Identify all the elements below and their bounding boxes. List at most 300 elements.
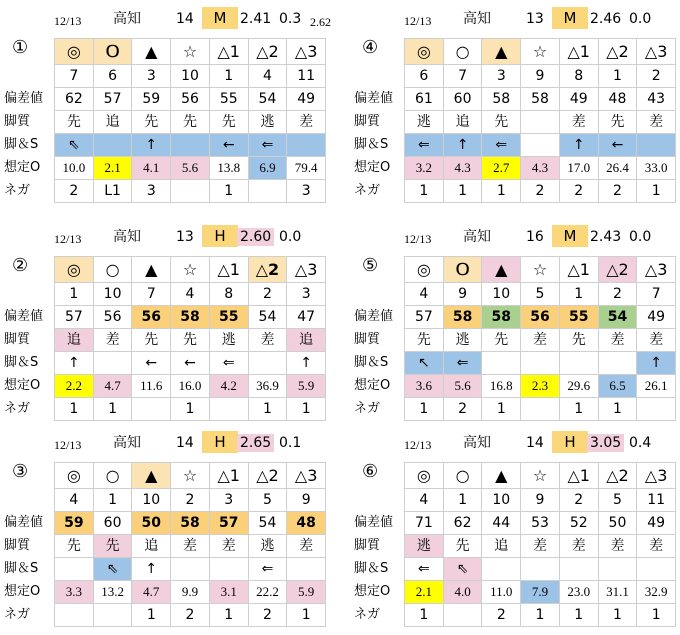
- index-value-3: 2.62: [310, 15, 331, 29]
- position-arrow: [287, 558, 326, 581]
- running-style: 先: [210, 111, 249, 134]
- expected-odds: 31.1: [599, 581, 638, 604]
- prediction-mark: ◎: [405, 257, 444, 283]
- expected-odds-label: 想定O: [354, 584, 391, 599]
- index-value-1: 2.43: [590, 229, 622, 245]
- running-style: 差: [637, 535, 676, 558]
- grid-row: [55, 180, 326, 203]
- running-style-label: 脚質: [4, 114, 31, 129]
- deviation-label: 偏差値: [354, 91, 394, 106]
- position-arrow: [171, 134, 210, 157]
- horse-number: 6: [405, 65, 444, 88]
- prediction-mark: ▲: [482, 463, 521, 489]
- negative-value: 1: [560, 604, 599, 627]
- running-style: 逃: [444, 329, 483, 352]
- grid-row: [55, 398, 326, 421]
- negative-label: ネガ: [354, 607, 381, 622]
- grid-row: [55, 257, 326, 283]
- negative-value: L1: [94, 180, 133, 203]
- running-style: 差: [94, 329, 133, 352]
- prediction-mark: △3: [287, 39, 326, 65]
- horse-number: 1: [210, 65, 249, 88]
- running-style: 先: [482, 111, 521, 134]
- negative-value: 1: [249, 398, 288, 421]
- horse-number: 1: [599, 65, 638, 88]
- race-header: [350, 224, 680, 248]
- deviation-value: 54: [249, 306, 288, 329]
- position-arrow: [249, 352, 288, 375]
- grid-row: [405, 489, 676, 512]
- grid-row: [405, 463, 676, 489]
- negative-value: 1: [55, 398, 94, 421]
- prediction-mark: ☆: [521, 39, 560, 65]
- horse-number: 7: [132, 283, 171, 306]
- horse-number: 4: [405, 283, 444, 306]
- deviation-value: 59: [55, 512, 94, 535]
- negative-value: [94, 604, 133, 627]
- expected-odds: 4.2: [210, 375, 249, 398]
- race-header: [350, 430, 680, 454]
- expected-odds: 3.3: [55, 581, 94, 604]
- grid-row: [405, 329, 676, 352]
- grid-row: [55, 375, 326, 398]
- negative-value: 1: [637, 604, 676, 627]
- running-style: 逃: [249, 111, 288, 134]
- grid-row: [405, 39, 676, 65]
- horse-number: 2: [171, 489, 210, 512]
- prediction-mark: ○: [94, 463, 133, 489]
- prediction-mark: △3: [637, 463, 676, 489]
- prediction-mark: ◎: [55, 463, 94, 489]
- running-style: 差: [521, 535, 560, 558]
- deviation-label: 偏差値: [354, 309, 394, 324]
- deviation-value: 44: [482, 512, 521, 535]
- running-style: 差: [560, 535, 599, 558]
- running-style: 追: [444, 111, 483, 134]
- negative-label: ネガ: [4, 607, 31, 622]
- field-size: 14: [526, 435, 544, 451]
- grid-row: [55, 329, 326, 352]
- horse-number: 10: [132, 489, 171, 512]
- position-arrow: ←: [599, 134, 638, 157]
- running-style: 先: [560, 329, 599, 352]
- prediction-mark: ▲: [482, 257, 521, 283]
- prediction-mark: ☆: [521, 463, 560, 489]
- negative-value: 1: [599, 604, 638, 627]
- position-speed-label: 脚＆S: [4, 355, 39, 370]
- grid-row: [55, 88, 326, 111]
- prediction-mark: ○: [444, 39, 483, 65]
- negative-value: [132, 398, 171, 421]
- negative-value: [521, 398, 560, 421]
- deviation-value: 58: [171, 512, 210, 535]
- running-style-label: 脚質: [4, 332, 31, 347]
- deviation-value: 58: [482, 88, 521, 111]
- negative-value: 1: [287, 604, 326, 627]
- negative-label: ネガ: [4, 183, 31, 198]
- deviation-value: 57: [210, 512, 249, 535]
- index-value-1: 2.65: [237, 434, 274, 452]
- position-arrow: [637, 558, 676, 581]
- expected-odds: 10.0: [55, 157, 94, 180]
- expected-odds: 4.7: [132, 581, 171, 604]
- expected-odds: 4.1: [132, 157, 171, 180]
- running-style: 逃: [210, 329, 249, 352]
- position-arrow: [560, 352, 599, 375]
- prediction-mark: ☆: [171, 463, 210, 489]
- position-arrow: ←: [132, 352, 171, 375]
- expected-odds-label: 想定O: [4, 160, 41, 175]
- running-style-label: 脚質: [354, 114, 381, 129]
- prediction-mark: ☆: [171, 257, 210, 283]
- horse-number: 8: [210, 283, 249, 306]
- deviation-value: 49: [637, 512, 676, 535]
- race-grid: [54, 38, 326, 203]
- negative-label: ネガ: [354, 401, 381, 416]
- deviation-value: 56: [94, 306, 133, 329]
- negative-value: 2: [249, 604, 288, 627]
- negative-value: 1: [560, 398, 599, 421]
- prediction-mark: ◎: [405, 463, 444, 489]
- deviation-value: 58: [521, 88, 560, 111]
- prediction-mark: ▲: [132, 463, 171, 489]
- running-style: 先: [55, 111, 94, 134]
- grade-badge: H: [202, 225, 238, 247]
- expected-odds: 5.6: [171, 157, 210, 180]
- expected-odds: 13.2: [94, 581, 133, 604]
- prediction-mark: ▲: [132, 257, 171, 283]
- horse-number: 2: [599, 283, 638, 306]
- grid-row: [405, 180, 676, 203]
- grid-row: [405, 88, 676, 111]
- prediction-mark: ○: [444, 463, 483, 489]
- negative-value: 3: [132, 180, 171, 203]
- deviation-value: 53: [521, 512, 560, 535]
- race-header: [350, 6, 680, 30]
- horse-number: 2: [249, 283, 288, 306]
- deviation-value: 62: [55, 88, 94, 111]
- expected-odds: 5.9: [287, 581, 326, 604]
- grid-row: [405, 512, 676, 535]
- grid-row: [405, 558, 676, 581]
- race-panel: [0, 6, 330, 211]
- horse-number: 1: [560, 283, 599, 306]
- prediction-mark: △1: [560, 39, 599, 65]
- negative-value: 2: [171, 604, 210, 627]
- prediction-mark: △3: [287, 257, 326, 283]
- horse-number: 8: [560, 65, 599, 88]
- horse-number: 4: [55, 489, 94, 512]
- race-grid: [404, 462, 676, 627]
- expected-odds: 2.7: [482, 157, 521, 180]
- race-number: ②: [12, 255, 29, 276]
- position-arrow: [171, 558, 210, 581]
- race-panel: [350, 6, 680, 211]
- running-style: 差: [560, 111, 599, 134]
- race-number: ④: [362, 37, 379, 58]
- grid-row: [405, 398, 676, 421]
- position-arrow: ⇐: [210, 352, 249, 375]
- running-style-label: 脚質: [4, 538, 31, 553]
- prediction-mark: △1: [210, 39, 249, 65]
- expected-odds: 29.6: [560, 375, 599, 398]
- grade-badge: H: [202, 431, 238, 453]
- horse-number: 7: [55, 65, 94, 88]
- position-arrow: ⇐: [405, 134, 444, 157]
- running-style: 先: [171, 329, 210, 352]
- running-style: 差: [599, 329, 638, 352]
- running-style-label: 脚質: [354, 332, 381, 347]
- horse-number: 2: [560, 489, 599, 512]
- prediction-mark: △3: [637, 39, 676, 65]
- horse-number: 3: [482, 65, 521, 88]
- position-arrow: [521, 558, 560, 581]
- deviation-value: 55: [210, 306, 249, 329]
- grade-badge: M: [202, 7, 238, 29]
- grid-row: [55, 39, 326, 65]
- deviation-value: 58: [171, 306, 210, 329]
- position-arrow: ⇖: [444, 558, 483, 581]
- grid-row: [405, 111, 676, 134]
- expected-odds: 2.3: [521, 375, 560, 398]
- negative-value: 1: [599, 398, 638, 421]
- expected-odds-label: 想定O: [354, 378, 391, 393]
- horse-number: 9: [444, 283, 483, 306]
- index-value-2: 0.0: [279, 229, 302, 245]
- race-grid: [54, 256, 326, 421]
- deviation-value: 56: [521, 306, 560, 329]
- horse-number: 5: [599, 489, 638, 512]
- expected-odds: 36.9: [249, 375, 288, 398]
- running-style: 先: [132, 329, 171, 352]
- expected-odds-label: 想定O: [4, 378, 41, 393]
- horse-number: 3: [210, 489, 249, 512]
- running-style: 先: [444, 535, 483, 558]
- horse-number: 9: [287, 489, 326, 512]
- race-panel: [350, 430, 680, 635]
- deviation-value: 55: [210, 88, 249, 111]
- position-arrow: [94, 352, 133, 375]
- negative-label: ネガ: [4, 401, 31, 416]
- grid-row: [405, 134, 676, 157]
- position-arrow: [55, 558, 94, 581]
- index-value-2: 0.0: [629, 11, 652, 27]
- negative-value: 1: [405, 398, 444, 421]
- horse-number: 10: [482, 489, 521, 512]
- horse-number: 10: [482, 283, 521, 306]
- running-style: [521, 111, 560, 134]
- position-arrow: ↑: [560, 134, 599, 157]
- deviation-value: 50: [132, 512, 171, 535]
- grid-row: [55, 463, 326, 489]
- grid-row: [405, 257, 676, 283]
- position-speed-label: 脚＆S: [354, 137, 389, 152]
- grid-row: [55, 352, 326, 375]
- prediction-mark: ○: [94, 257, 133, 283]
- position-arrow: ⇐: [249, 558, 288, 581]
- negative-value: 1: [171, 398, 210, 421]
- race-date: 12/13: [54, 14, 82, 28]
- negative-label: ネガ: [354, 183, 381, 198]
- prediction-mark: ◎: [405, 39, 444, 65]
- index-value-2: 0.4: [629, 435, 652, 451]
- grid-row: [55, 283, 326, 306]
- negative-value: 1: [444, 180, 483, 203]
- horse-number: 1: [94, 489, 133, 512]
- negative-value: 1: [482, 180, 521, 203]
- negative-value: 2: [444, 398, 483, 421]
- deviation-value: 61: [405, 88, 444, 111]
- expected-odds: 4.3: [521, 157, 560, 180]
- deviation-value: 52: [560, 512, 599, 535]
- race-grid: [54, 462, 326, 627]
- expected-odds: 9.9: [171, 581, 210, 604]
- negative-value: 1: [482, 398, 521, 421]
- deviation-value: 60: [444, 88, 483, 111]
- prediction-mark: △2: [249, 257, 288, 283]
- running-style: 逃: [249, 535, 288, 558]
- field-size: 14: [176, 435, 194, 451]
- grid-row: [55, 134, 326, 157]
- expected-odds: 16.8: [482, 375, 521, 398]
- expected-odds: 17.0: [560, 157, 599, 180]
- race-date: 12/13: [404, 232, 432, 246]
- negative-value: [55, 604, 94, 627]
- running-style: 差: [287, 111, 326, 134]
- expected-odds: 33.0: [637, 157, 676, 180]
- expected-odds: 11.6: [132, 375, 171, 398]
- negative-value: 1: [210, 604, 249, 627]
- negative-value: 1: [405, 604, 444, 627]
- deviation-value: 50: [599, 512, 638, 535]
- prediction-mark: ▲: [482, 39, 521, 65]
- race-date: 12/13: [404, 438, 432, 452]
- negative-value: 2: [55, 180, 94, 203]
- horse-number: 9: [521, 65, 560, 88]
- expected-odds: 16.0: [171, 375, 210, 398]
- position-arrow: [637, 134, 676, 157]
- deviation-label: 偏差値: [354, 515, 394, 530]
- race-header: [0, 430, 330, 454]
- deviation-value: 58: [444, 306, 483, 329]
- horse-number: 3: [287, 283, 326, 306]
- expected-odds: 2.1: [94, 157, 133, 180]
- grid-row: [405, 535, 676, 558]
- position-arrow: [482, 558, 521, 581]
- expected-odds: 11.0: [482, 581, 521, 604]
- venue-name: 高知: [113, 435, 141, 451]
- index-value-2: 0.3: [279, 11, 302, 27]
- running-style: 追: [94, 111, 133, 134]
- expected-odds: 26.1: [637, 375, 676, 398]
- deviation-value: 49: [637, 306, 676, 329]
- position-arrow: ⇐: [444, 352, 483, 375]
- deviation-value: 43: [637, 88, 676, 111]
- running-style: 先: [599, 111, 638, 134]
- position-arrow: [521, 134, 560, 157]
- horse-number: 4: [249, 65, 288, 88]
- expected-odds: 2.1: [405, 581, 444, 604]
- running-style: 先: [94, 535, 133, 558]
- race-date: 12/13: [54, 232, 82, 246]
- deviation-value: 58: [482, 306, 521, 329]
- grid-row: [405, 352, 676, 375]
- negative-value: 1: [287, 398, 326, 421]
- expected-odds: 5.9: [287, 375, 326, 398]
- running-style: 先: [405, 329, 444, 352]
- grid-row: [405, 604, 676, 627]
- running-style: 差: [599, 535, 638, 558]
- race-date: 12/13: [54, 438, 82, 452]
- prediction-mark: △1: [210, 463, 249, 489]
- expected-odds: 22.2: [249, 581, 288, 604]
- race-header: [0, 6, 330, 30]
- running-style: 先: [171, 111, 210, 134]
- horse-number: 7: [637, 283, 676, 306]
- index-value-1: 2.41: [240, 11, 272, 27]
- negative-value: 1: [521, 604, 560, 627]
- position-arrow: [599, 352, 638, 375]
- expected-odds: 26.4: [599, 157, 638, 180]
- negative-value: [444, 604, 483, 627]
- expected-odds-label: 想定O: [354, 160, 391, 175]
- deviation-value: 57: [55, 306, 94, 329]
- negative-value: 2: [599, 180, 638, 203]
- horse-number: 3: [132, 65, 171, 88]
- prediction-mark: △3: [637, 257, 676, 283]
- negative-value: [249, 180, 288, 203]
- negative-value: [637, 398, 676, 421]
- venue-name: 高知: [463, 435, 491, 451]
- running-style: 追: [482, 535, 521, 558]
- race-header: [0, 224, 330, 248]
- deviation-value: 54: [599, 306, 638, 329]
- expected-odds: 5.6: [444, 375, 483, 398]
- expected-odds: 32.9: [637, 581, 676, 604]
- expected-odds: 23.0: [560, 581, 599, 604]
- running-style: 逃: [405, 535, 444, 558]
- running-style: 先: [55, 535, 94, 558]
- horse-number: 4: [405, 489, 444, 512]
- index-value-2: 0.0: [629, 229, 652, 245]
- running-style-label: 脚質: [354, 538, 381, 553]
- deviation-value: 62: [444, 512, 483, 535]
- position-arrow: [94, 134, 133, 157]
- expected-odds: 4.0: [444, 581, 483, 604]
- expected-odds: 3.1: [210, 581, 249, 604]
- index-value-1: 2.46: [590, 11, 622, 27]
- negative-value: 1: [210, 180, 249, 203]
- negative-value: 1: [405, 180, 444, 203]
- field-size: 14: [176, 11, 194, 27]
- index-value-1: 3.05: [587, 434, 624, 452]
- deviation-label: 偏差値: [4, 91, 44, 106]
- horse-number: 9: [521, 489, 560, 512]
- negative-value: 1: [94, 398, 133, 421]
- running-style: 先: [482, 329, 521, 352]
- negative-value: 1: [132, 604, 171, 627]
- prediction-mark: Ｏ: [444, 257, 483, 283]
- race-panel: [0, 224, 330, 429]
- prediction-mark: △2: [599, 257, 638, 283]
- prediction-mark: △1: [560, 463, 599, 489]
- deviation-value: 54: [249, 88, 288, 111]
- horse-number: 5: [249, 489, 288, 512]
- prediction-mark: △2: [599, 39, 638, 65]
- expected-odds: 6.5: [599, 375, 638, 398]
- running-style: 差: [210, 535, 249, 558]
- deviation-value: 48: [599, 88, 638, 111]
